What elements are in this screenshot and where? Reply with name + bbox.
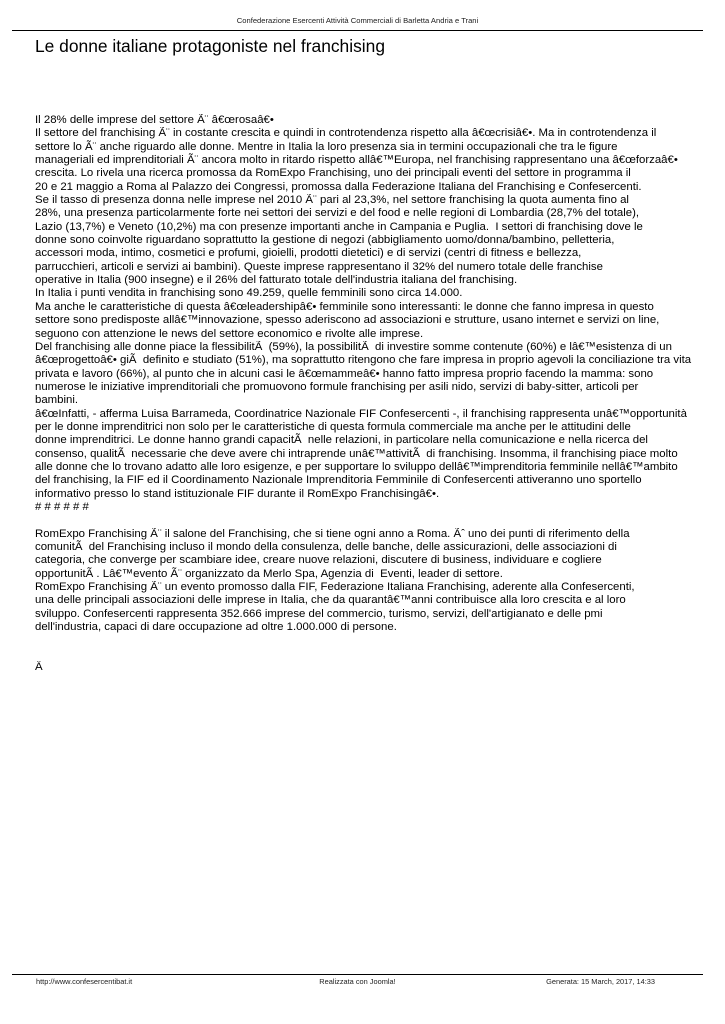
article-body	[35, 114, 725, 674]
article-paragraph: In Italia i punti vendita in franchising sono 49.259, quelle femminili sono circa 14.000.	[35, 287, 463, 300]
article-quote: â€œInfatti, - afferma Luisa Barrameda, Coordinatrice Nazionale FIF Confesercenti -, il franchising rappresenta unâ€™opportunità per le donne imprenditrici non solo per le caratteristiche di questa formula commerciale ma anche per le attitudini delle donne imprenditrici. Le donne hanno grandi capacitÃ nelle relazioni, in particolare nella comunicazione e nella ricerca del consenso, qualitÃ necessarie che deve avere chi intraprende unâ€™attivitÃ di franchising. Insomma, il franchising piace molto alle donne che lo trovano adatto alle loro esigenze, e per supportare lo sviluppo dellâ€™imprenditoria femminile nellâ€™ambito del franchising, la FIF ed il Coordinamento Nazionale Imprenditoria Femminile di Confesercenti attiveranno uno sportello informativo presso lo stand istituzionale FIF durante il RomExpo Franchisingâ€•.	[35, 407, 687, 500]
page-header	[12, 14, 703, 31]
article-paragraph: Il settore del franchising Ã¨ in costante crescita e quindi in controtendenza rispetto alla â€œcrisiâ€•. Ma in controtendenza il settore lo Ã¨ anche riguardo alle donne. Mentre in Italia la loro presenza sia in termini occupazionali che tra le figure manageriali ed imprenditoriali Ã¨ ancora molto in ritardo rispetto allâ€™Europa, nel franchising rappresentano una â€œforzaâ€• crescita. Lo rivela una ricerca promossa da RomExpo Franchising, uno dei principali eventi del settore in programma il 20 e 21 maggio a Roma al Palazzo dei Congressi, promossa dalla Federazione Italiana del Franchising e Confesercenti.	[35, 127, 678, 193]
article-paragraph: RomExpo Franchising Ã¨ il salone del Franchising, che si tiene ogni anno a Roma. Ãˆ uno dei punti di riferimento della comunitÃ del Franchising incluso il mondo della consulenza, delle banche, delle assicurazioni, delle associazioni di categoria, che converge per scambiare idee, creare nuove relazioni, discutere di business, individuare e cogliere opportunitÃ . Lâ€™evento Ã¨ organizzato da Merlo Spa, Agenzia di Eventi, leader di settore.	[35, 527, 630, 580]
blank-line	[35, 648, 725, 661]
footer-site-url[interactable]: http://www.confesercentibat.it	[36, 977, 133, 986]
stray-character: Â	[35, 661, 43, 674]
article-paragraph: Del franchising alle donne piace la flessibilitÃ (59%), la possibilitÃ di investire somme contenute (60%) e lâ€™esistenza di un â€œprogettoâ€• giÃ definito e studiato (51%), ma soprattutto ritengono che fare impresa in proprio agevoli la conciliazione tra vita privata e lavoro (66%), al punto che in alcuni casi le â€œmammeâ€• hanno fatto impresa proprio facendo la mamma: sono numerose le iniziative imprenditoriali che promuovono formule franchising per asili nido, servizi di baby-sitter, articoli per bambini.	[35, 340, 692, 407]
blank-line	[35, 634, 725, 647]
article-paragraph: Ma anche le caratteristiche di questa â€œleadershipâ€• femminile sono interessanti: le donne che fanno impresa in questo settore sono predisposte allâ€™innovazione, spesso aderiscono ad associazioni e strutture, usano internet e servizi on line, seguono con attenzione le news del settore economico e rivolte alle imprese.	[35, 300, 660, 340]
article-paragraph: Se il tasso di presenza donna nelle imprese nel 2010 Ã¨ pari al 23,3%, nel settore franchising la quota aumenta fino al 28%, una presenza particolarmente forte nei settori dei servizi e del food e nelle regioni di Lombardia (28,7% del totale), Lazio (13,7%) e Veneto (10,2%) ma con presenze importanti anche in Campania e Puglia. I settori di franchising dove le donne sono coinvolte riguardano soprattutto la gestione di negozi (abbigliamento uomo/donna/bambino, pelletteria, accessori moda, intimo, cosmetici e profumi, gioielli, prodotti dietetici) e di servizi (centri di fitness e bellezza, parrucchieri, articoli e servizi ai bambini). Queste imprese rappresentano il 32% del numero totale delle franchise operative in Italia (900 insegne) e il 26% del fatturato totale dell'industria italiana del franchising.	[35, 194, 643, 287]
footer-generated-date: Generata: 15 March, 2017, 14:33	[546, 977, 655, 986]
article-separator: # # # # # #	[35, 500, 89, 513]
footer-powered-by: Realizzata con Joomla!	[319, 977, 396, 986]
blank-line	[35, 514, 725, 527]
article-paragraph: RomExpo Franchising Ã¨ un evento promosso dalla FIF, Federazione Italiana Franchising, aderente alla Confesercenti, una delle principali associazioni delle imprese in Italia, che da quarantâ€™anni contribuisce alla loro crescita e al loro sviluppo. Confesercenti rappresenta 352.666 imprese del commercio, turismo, servizi, dell'artigianato e delle pmi dell'industria, capaci di dare occupazione ad oltre 1.000.000 di persone.	[35, 581, 635, 634]
article-subtitle: Il 28% delle imprese del settore Ã¨ â€œrosaâ€•	[35, 114, 274, 126]
page-footer	[12, 974, 703, 986]
page-title: Le donne italiane protagoniste nel franchising	[35, 36, 385, 56]
site-name: Confederazione Esercenti Attività Commerciali di Barletta Andria e Trani	[236, 16, 479, 25]
